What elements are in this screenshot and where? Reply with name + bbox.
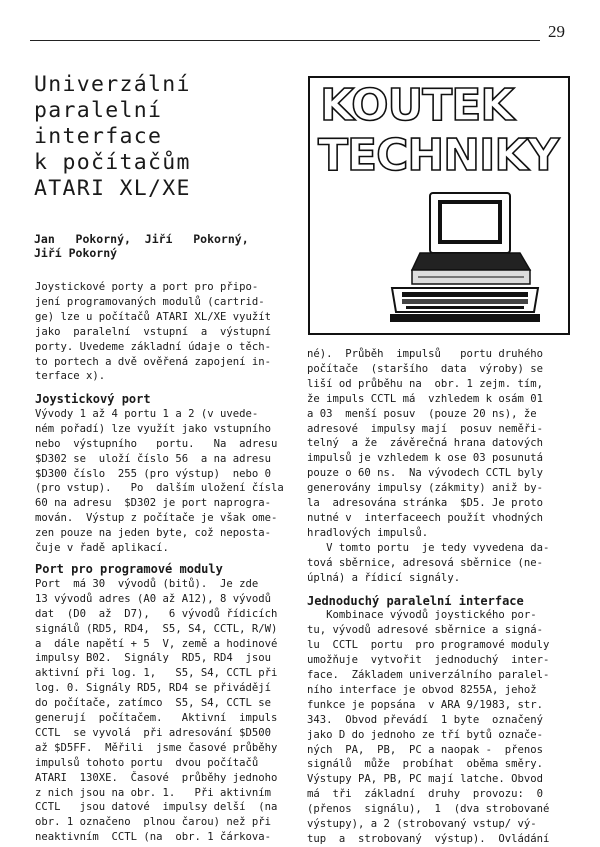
- text-line: čuje v řadě aplikací.: [35, 542, 169, 555]
- text-line: liší od průběhu na obr. 1 zejm. tím,: [307, 377, 543, 390]
- text-line: dat (D0 až D7), 6 vývodů řídicích: [35, 607, 278, 620]
- text-line: až $D5FF. Měřili jsme časové průběhy: [35, 741, 278, 754]
- text-line: výstupy), a 2 (strobovaný vstup/ vý-: [307, 818, 537, 831]
- text-line: Joystickové porty a port pro připo-: [35, 281, 259, 293]
- text-line: impulsů je vzhledem k ose 03 posunutá: [307, 452, 543, 465]
- section-heading-modules: Port pro programové moduly: [35, 561, 223, 576]
- authors-line: Jan Pokorný, Jiří Pokorný,: [34, 232, 249, 246]
- section-heading-simple-interface: Jednoduchý paralelní interface: [307, 593, 524, 608]
- title-line: interface: [34, 124, 163, 149]
- text-line: mován. Výstup z počítače je však ome-: [35, 512, 278, 525]
- text-line: jení programovaných modulů (cartrid-: [35, 295, 265, 308]
- text-line: porty. Uvedeme základní údaje o těch-: [35, 340, 271, 353]
- text-line: Výstupy PA, PB, PC mají latche. Obvod: [307, 773, 543, 786]
- text-line: ném pořadí) lze využít jako vstupního: [35, 422, 271, 435]
- text-line: generují počítačem. Aktivní impuls: [35, 712, 278, 725]
- text-line: impulsů tohoto portu dvou počítačů: [35, 756, 259, 769]
- right-column: [307, 347, 549, 847]
- text-line: $D302 se uloží číslo 56 a na adresu: [35, 452, 271, 465]
- text-line: do počítače, zatímco S5, S4, CCTL se: [35, 697, 271, 710]
- text-line: tup a strobovaný výstup). Ovládání: [307, 833, 550, 845]
- text-line: tová sběrnice, adresová sběrnice (ne-: [307, 556, 543, 569]
- text-line: Vývody 1 až 4 portu 1 a 2 (v uvede-: [35, 407, 259, 420]
- text-line: že impuls CCTL má vzhledem k osám 01: [307, 392, 543, 405]
- text-line: 343. Obvod převádí 1 byte označený: [307, 713, 543, 726]
- text-line: log. 0. Signály RD5, RD4 se přivádějí: [35, 682, 271, 695]
- text-line: CCTL jsou datové impulsy delší (na: [35, 801, 278, 814]
- text-line: tu, vývodů adresové sběrnice a signá-: [307, 624, 543, 637]
- text-line: signálů (RD5, RD4, S5, S4, CCTL, R/W): [35, 622, 278, 635]
- text-line: adresové impulsy mají posuv neměři-: [307, 422, 543, 435]
- text-line: to portech a dvě ověřená zapojení in-: [35, 355, 271, 368]
- text-line: lu CCTL portu pro programové moduly: [307, 639, 550, 652]
- text-line: nutné v interfaceech použít vhodných: [307, 511, 543, 524]
- text-line: a 03 menší posuv (pouze 20 ns), že: [307, 407, 537, 420]
- text-line: nebo výstupního portu. Na adresu: [35, 437, 278, 450]
- text-line: generovány impulsy (zákmity) aniž by-: [307, 482, 543, 495]
- text-line: zen pouze na jeden byte, což neposta-: [35, 527, 271, 540]
- text-line: úplná) a řídicí signály.: [307, 571, 461, 584]
- text-line: ního interface je obvod 8255A, jehož: [307, 683, 537, 696]
- top-rule: [30, 40, 540, 41]
- koutek-techniky-logo: [308, 76, 570, 335]
- text-line: obr. 1 označeno plnou čarou) než při: [35, 816, 271, 829]
- text-line: (přenos signálu), 1 (dva strobované: [307, 803, 550, 816]
- title-line: ATARI XL/XE: [34, 176, 191, 201]
- text-line: né). Průběh impulsů portu druhého: [307, 348, 543, 360]
- computer-illustration: [390, 188, 540, 328]
- text-line: $D300 číslo 255 (pro výstup) nebo 0: [35, 467, 271, 480]
- text-line: má tři základní druhy provozu: 0: [307, 788, 543, 801]
- title-line: k počítačům: [34, 150, 191, 175]
- text-line: signálů může probíhat oběma směry.: [307, 758, 543, 771]
- text-line: a dále napětí + 5 V, země a hodinové: [35, 637, 278, 650]
- text-line: face. Základem univerzálního paralel-: [307, 669, 550, 682]
- article-authors: [34, 232, 304, 260]
- title-line: Univerzální: [34, 72, 191, 97]
- text-line: aktivní při log. 1, S5, S4, CCTL při: [35, 667, 278, 680]
- text-line: Port má 30 vývodů (bitů). Je zde: [35, 577, 259, 590]
- text-line: ge) lze u počítačů ATARI XL/XE využít: [35, 310, 271, 323]
- section-heading-joystick: Joystickový port: [35, 392, 151, 406]
- text-line: neaktivním CCTL (na obr. 1 čárkova-: [35, 831, 271, 844]
- text-line: pouze o 60 ns. Na vývodech CCTL byly: [307, 467, 543, 480]
- text-line: V tomto portu je tedy vyvedena da-: [307, 541, 550, 554]
- article-title: [34, 72, 284, 202]
- text-line: terface x).: [35, 370, 106, 383]
- page-number: 29: [548, 22, 565, 41]
- text-line: (pro vstup). Po dalším uložení čísla: [35, 482, 284, 495]
- text-line: počítače (staršího data výroby) se: [307, 362, 543, 375]
- text-line: jako paralelní vstupní a výstupní: [35, 325, 271, 338]
- text-line: funkce je popsána v ARA 9/1983, str.: [307, 698, 543, 711]
- text-line: CCTL se vyvolá při adresování $D500: [35, 726, 271, 739]
- text-line: impulsy B02. Signály RD5, RD4 jsou: [35, 652, 271, 665]
- title-line: paralelní: [34, 98, 163, 123]
- logo-line2: TECHNIKY: [318, 130, 559, 181]
- text-line: jako D do jednoho ze tří bytů označe-: [307, 728, 543, 741]
- text-line: la adresována stránka $D5. Je proto: [307, 497, 543, 510]
- authors-line: Jiří Pokorný: [34, 246, 118, 260]
- text-line: z nich jsou na obr. 1. Při aktivním: [35, 786, 271, 799]
- intro-paragraph: [35, 280, 271, 384]
- text-line: 13 vývodů adres (A0 až A12), 8 vývodů: [35, 592, 271, 605]
- text-line: telný a že závěrečná hrana datových: [307, 437, 543, 450]
- text-line: hradlových impulsů.: [307, 526, 429, 539]
- text-line: ných PA, PB, PC a naopak - přenos: [307, 743, 543, 756]
- text-line: umožňuje vytvořit jednoduchý inter-: [307, 654, 550, 667]
- text-line: Kombinace vývodů joystického por-: [307, 609, 537, 622]
- logo-line1: KOUTEK: [320, 80, 514, 131]
- left-column: [35, 392, 284, 845]
- text-line: ATARI 130XE. Časové průběhy jednoho: [35, 771, 278, 784]
- text-line: 60 na adresu $D302 je port naprogra-: [35, 497, 271, 510]
